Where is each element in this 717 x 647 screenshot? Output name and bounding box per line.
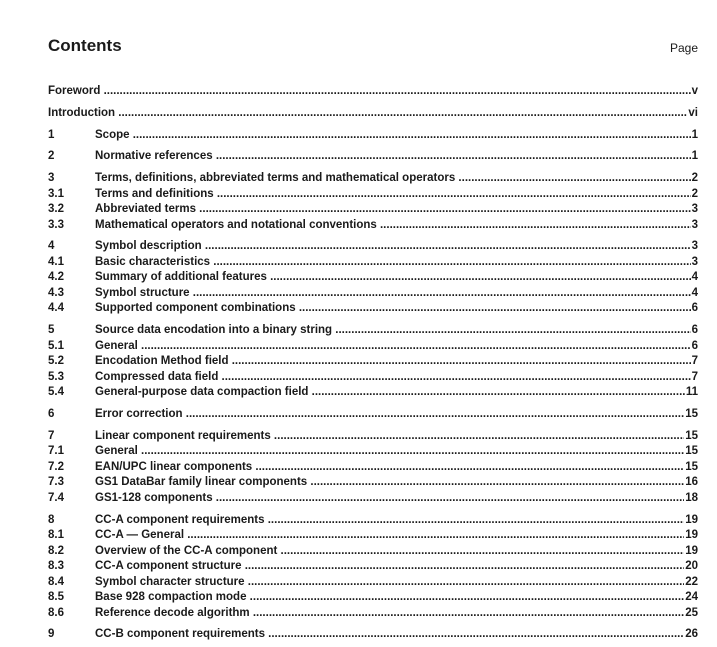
toc-entry-label: Terms, definitions, abbreviated terms and mathematical operators ..... [95, 171, 698, 187]
toc-entry-number: 7.1 [48, 445, 64, 458]
contents-header [48, 36, 698, 60]
toc-entry-page: 7 [691, 370, 698, 386]
toc-entry-page: 19 [684, 544, 698, 560]
toc-entry-page: 16 [684, 475, 698, 491]
toc-entry[interactable] [48, 559, 698, 575]
toc-entry-number: 1 [48, 128, 55, 141]
toc-entry-label: Source data encodation into a binary string ..... [95, 323, 698, 339]
toc-entry-number: 4.4 [48, 302, 64, 315]
toc-entry-number: 4.3 [48, 286, 64, 299]
toc-entry[interactable] [48, 255, 698, 271]
toc-entry[interactable] [48, 575, 698, 591]
toc-entry-number: 7.2 [48, 460, 64, 473]
page-title: Contents [48, 36, 122, 55]
toc-entry-label: CC-A — General ..... [95, 528, 698, 544]
toc-entry-label: Linear component requirements ..... [95, 429, 698, 445]
toc-entry-page: 2 [691, 171, 698, 187]
toc-entry-page: 2 [691, 187, 698, 203]
toc-entry-label: Reference decode algorithm ..... [95, 606, 698, 622]
toc-entry-number: 5.4 [48, 386, 64, 399]
toc-entry-number: 7.3 [48, 476, 64, 489]
toc-entry-page: 7 [691, 354, 698, 370]
toc-entry[interactable] [48, 286, 698, 302]
toc-entry-number: 5.1 [48, 339, 64, 352]
toc-entry-label: Supported component combinations ..... [95, 301, 698, 317]
page-column-label: Page [669, 41, 698, 55]
toc-entry-number: 5.3 [48, 370, 64, 383]
toc-entry-label: Symbol structure ..... [95, 286, 698, 302]
toc-entry-label: CC-B component requirements ..... [95, 627, 698, 643]
toc-entry-page: 19 [684, 513, 698, 529]
toc-entry-number: 3.2 [48, 203, 64, 216]
toc-entry-page: 6 [691, 323, 698, 339]
toc-entry-page: 3 [691, 239, 698, 255]
toc-entry-label: Basic characteristics ..... [95, 255, 698, 271]
toc-entry-page: 19 [684, 528, 698, 544]
toc-entry-page: 1 [691, 149, 698, 165]
toc-entry-page: 18 [684, 491, 698, 507]
toc-entry-page: 20 [684, 559, 698, 575]
toc-entry-page: 6 [691, 301, 698, 317]
toc-entry-number: 8.1 [48, 529, 64, 542]
toc-entry[interactable] [48, 491, 698, 507]
toc-entry-page: vi [687, 106, 698, 122]
toc-entry-label: Encodation Method field ..... [95, 354, 698, 370]
toc-entry[interactable] [48, 270, 698, 286]
toc-entry[interactable] [48, 429, 698, 445]
toc-entry[interactable] [48, 528, 698, 544]
toc-entry[interactable] [48, 323, 698, 339]
toc-entry[interactable] [48, 407, 698, 423]
toc-entry[interactable] [48, 370, 698, 386]
toc-entry-page: 26 [684, 627, 698, 643]
toc-entry-label: Normative references ..... [95, 149, 698, 165]
toc-entry-number: 2 [48, 150, 55, 163]
toc-entry-label: EAN/UPC linear components ..... [95, 460, 698, 476]
toc-entry-number: 3.1 [48, 187, 64, 200]
toc-entry-number: 4.1 [48, 255, 64, 268]
toc-entry-label: Symbol description ..... [95, 239, 698, 255]
toc-entry-number: 3.3 [48, 218, 64, 231]
toc-entry[interactable] [48, 339, 698, 355]
toc-entry-label: Abbreviated terms ..... [95, 202, 698, 218]
toc-entry[interactable] [48, 460, 698, 476]
toc-entry-number: 8.3 [48, 560, 64, 573]
toc-entry-page: 4 [691, 286, 698, 302]
toc-entry-label: Terms and definitions ..... [95, 187, 698, 203]
toc-entry-label: Overview of the CC-A component ..... [95, 544, 698, 560]
toc-entry-page: 11 [685, 385, 698, 401]
toc-entry[interactable] [48, 590, 698, 606]
toc-entry-page: 4 [691, 270, 698, 286]
toc-entry[interactable] [48, 106, 698, 122]
toc-entry-label: General ..... [95, 339, 698, 355]
toc-entry-label: Error correction ..... [95, 407, 698, 423]
toc-entry-page: v [691, 84, 698, 100]
toc-entry-number: 7 [48, 429, 55, 442]
toc-entry-page: 3 [691, 202, 698, 218]
toc-entry-label: Introduction ..... [48, 106, 698, 122]
toc-entry-number: 8.2 [48, 544, 64, 557]
toc-entry-page: 6 [691, 339, 698, 355]
toc-entry-page: 3 [691, 255, 698, 271]
toc-entry-label: Foreword ..... [48, 84, 698, 100]
toc-entry[interactable] [48, 385, 698, 401]
toc-entry-number: 3 [48, 172, 55, 185]
toc-entry-number: 4.2 [48, 271, 64, 284]
toc-entry-page: 24 [684, 590, 698, 606]
toc-entry-label: CC-A component requirements ..... [95, 513, 698, 529]
toc-entry-number: 8.5 [48, 591, 64, 604]
toc-entry[interactable] [48, 202, 698, 218]
toc-entry-label: Base 928 compaction mode ..... [95, 590, 698, 606]
toc-entry-label: General ..... [95, 444, 698, 460]
toc-entry[interactable] [48, 149, 698, 165]
toc-entry-number: 8.4 [48, 575, 64, 588]
toc-entry-number: 9 [48, 628, 55, 641]
toc-entry-label: Summary of additional features ..... [95, 270, 698, 286]
toc-entry-label: GS1 DataBar family linear components ..... [95, 475, 698, 491]
toc-entry-page: 1 [691, 128, 698, 144]
toc-entry[interactable] [48, 239, 698, 255]
toc-entry[interactable] [48, 627, 698, 643]
toc-entry[interactable] [48, 354, 698, 370]
toc-entry-page: 15 [684, 407, 698, 423]
toc-entry-page: 15 [684, 429, 698, 445]
toc-entry-number: 5 [48, 324, 55, 337]
toc-entry[interactable] [48, 128, 698, 144]
toc-entry-label: GS1-128 components ..... [95, 491, 698, 507]
toc-entry-page: 15 [684, 444, 698, 460]
toc-entry[interactable] [48, 513, 698, 529]
toc-entry-label: Mathematical operators and notational conventions ..... [95, 218, 698, 234]
toc-entry-label: Symbol character structure ..... [95, 575, 698, 591]
toc-entry-label: CC-A component structure ..... [95, 559, 698, 575]
toc-entry-number: 8.6 [48, 606, 64, 619]
toc-entry[interactable] [48, 84, 698, 100]
toc-entry[interactable] [48, 218, 698, 234]
toc-entry[interactable] [48, 544, 698, 560]
toc-entry[interactable] [48, 187, 698, 203]
toc-entry-page: 3 [691, 218, 698, 234]
toc-entry-number: 4 [48, 240, 55, 253]
toc-entry[interactable] [48, 606, 698, 622]
toc-entry-number: 6 [48, 408, 55, 421]
toc-entry[interactable] [48, 444, 698, 460]
toc-entry[interactable] [48, 171, 698, 187]
toc-entry-label: Compressed data field ..... [95, 370, 698, 386]
toc-entry-label: Scope ..... [95, 128, 698, 144]
toc-entry-label: General-purpose data compaction field ..... [95, 385, 698, 401]
toc-entry-page: 22 [684, 575, 698, 591]
toc-entry-page: 15 [684, 460, 698, 476]
toc-entry-number: 5.2 [48, 355, 64, 368]
toc-entry-number: 8 [48, 513, 55, 526]
toc-entry-number: 7.4 [48, 491, 64, 504]
toc-entry[interactable] [48, 301, 698, 317]
toc-entry-page: 25 [684, 606, 698, 622]
table-of-contents [48, 84, 698, 643]
toc-entry[interactable] [48, 475, 698, 491]
